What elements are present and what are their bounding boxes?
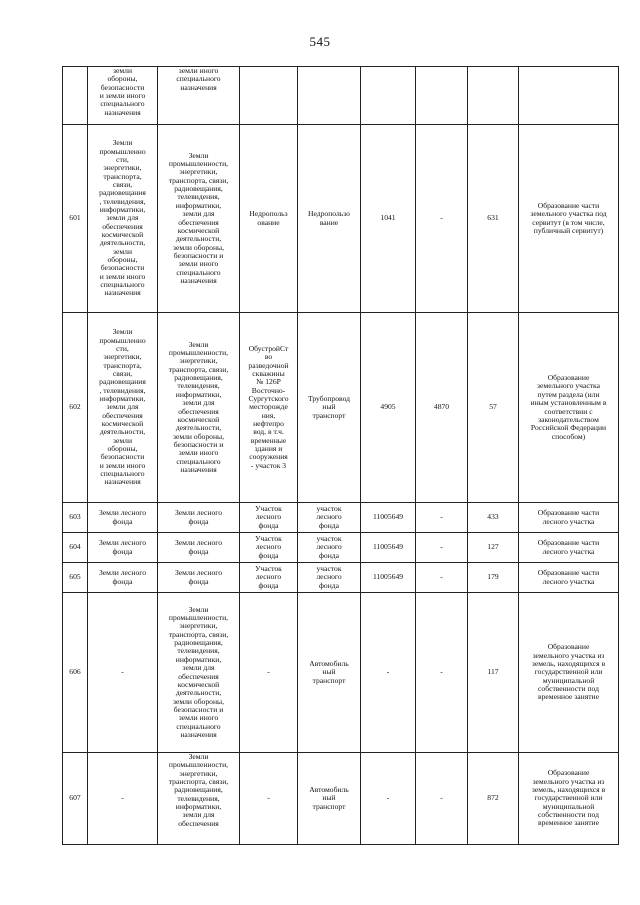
area-2-cell — [416, 67, 468, 125]
formation-method-cell — [519, 313, 619, 503]
permitted-use-new: участок лесного фонда — [316, 503, 342, 530]
land-category-new: Земли промышленности, энергетики, транспорта, связи, радиовещания, телевидения, информатики, земли для обеспечения космической деятельности, земли обороны, безопасности и земли иного специального назначения — [168, 339, 229, 474]
land-category-new-cell — [158, 753, 240, 845]
permitted-use: - — [267, 793, 270, 803]
land-category: земли обороны, безопасности и земли иного специального назначения — [99, 66, 146, 117]
area-cell — [361, 533, 416, 563]
permitted-use-cell — [240, 533, 298, 563]
permitted-use-new-cell — [298, 67, 361, 125]
formation-method: Образование земельного участка из земель, находящихся в государственной или муниципальной собственности под временное занятие — [531, 768, 606, 828]
formation-method-cell — [519, 563, 619, 593]
land-category-new: земли иного специального назначения — [176, 66, 221, 92]
formation-method-cell — [519, 67, 619, 125]
permitted-use-cell — [240, 313, 298, 503]
land-category-new-cell — [158, 593, 240, 753]
formation-method-cell — [519, 503, 619, 533]
permitted-use-cell — [240, 125, 298, 313]
area-cell — [361, 125, 416, 313]
permitted-use-new: Трубопровод ный транспорт — [307, 393, 351, 420]
row-number: 607 — [69, 793, 81, 803]
formation-method-cell — [519, 533, 619, 563]
area-3: 57 — [489, 402, 497, 412]
formation-method: Образование части лесного участка — [537, 568, 600, 586]
row-number: 605 — [69, 572, 81, 582]
table-row — [63, 753, 619, 845]
permitted-use-new: участок лесного фонда — [316, 563, 342, 590]
land-category-cell — [88, 67, 158, 125]
area-2: - — [440, 512, 443, 522]
row-number-cell — [63, 503, 88, 533]
land-category-cell — [88, 563, 158, 593]
area-3-cell — [468, 125, 519, 313]
row-number-cell — [63, 563, 88, 593]
area-2-cell — [416, 503, 468, 533]
permitted-use-new: участок лесного фонда — [316, 533, 342, 560]
area-2-cell — [416, 563, 468, 593]
table-row — [63, 503, 619, 533]
land-category-cell — [88, 503, 158, 533]
permitted-use-new-cell — [298, 563, 361, 593]
formation-method-cell — [519, 593, 619, 753]
row-number-cell — [63, 125, 88, 313]
formation-method: Образование части лесного участка — [537, 508, 600, 526]
land-category-new: Земли промышленности, энергетики, транспорта, связи, радиовещания, телевидения, информатики, земли для обеспечения — [168, 752, 229, 828]
land-category-new: Земли промышленности, энергетики, транспорта, связи, радиовещания, телевидения, информатики, земли для обеспечения космической деятельности, земли обороны, безопасности и земли иного специального назначения — [168, 150, 229, 285]
land-category-cell — [88, 533, 158, 563]
land-category-new: Земли промышленности, энергетики, транспорта, связи, радиовещания, телевидения, информатики, земли для обеспечения космической деятельности, земли обороны, безопасности и земли иного специального назначения — [168, 604, 229, 739]
formation-method-cell — [519, 125, 619, 313]
formation-method-cell — [519, 753, 619, 845]
permitted-use-cell — [240, 593, 298, 753]
area-3-cell — [468, 67, 519, 125]
land-category: Земли промышленно сти, энергетики, транспорта, связи, радиовещания , телевидения, информатики, земли для обеспечения космической деятельности, земли обороны, безопасности и земли иного специального назначения — [99, 138, 146, 298]
area-cell — [361, 503, 416, 533]
permitted-use-cell — [240, 563, 298, 593]
table-row — [63, 563, 619, 593]
permitted-use-new: Автомобиль ный транспорт — [309, 784, 349, 811]
area-3: 127 — [487, 542, 499, 552]
land-category-cell — [88, 593, 158, 753]
area: - — [386, 793, 390, 803]
area-3-cell — [468, 533, 519, 563]
area-3-cell — [468, 503, 519, 533]
area-3: 179 — [487, 572, 499, 582]
permitted-use: Недропольз ование — [249, 209, 288, 227]
row-number-cell — [63, 313, 88, 503]
area-cell — [361, 753, 416, 845]
permitted-use-new-cell — [298, 503, 361, 533]
land-category: Земли лесного фонда — [98, 568, 147, 586]
permitted-use-new-cell — [298, 753, 361, 845]
area-2-cell — [416, 533, 468, 563]
land-category-cell — [88, 125, 158, 313]
permitted-use-new: Недропользо вание — [308, 209, 350, 227]
area-cell — [361, 563, 416, 593]
area-2: 4870 — [433, 402, 450, 412]
permitted-use-new: Автомобиль ный транспорт — [309, 658, 349, 685]
area: 11005649 — [372, 512, 404, 522]
permitted-use: ОбустройСт во разведочной скважины № 126Р Восточно- Сургутского месторожде ния, нефтепро вод, в т.ч. временные здания и сооружения - участок 3 — [248, 343, 289, 470]
land-category-new-cell — [158, 313, 240, 503]
permitted-use-new-cell — [298, 533, 361, 563]
land-category-new: Земли лесного фонда — [174, 568, 223, 586]
table-row — [63, 125, 619, 313]
row-number-cell — [63, 67, 88, 125]
area-3: 433 — [487, 512, 499, 522]
area: 4905 — [380, 402, 396, 412]
permitted-use: Участок лесного фонда — [255, 533, 282, 560]
area-3: 872 — [487, 793, 499, 803]
area-2: - — [440, 542, 443, 552]
area-cell — [361, 313, 416, 503]
formation-method: Образование земельного участка из земель, находящихся в государственной или муниципальной собственности под временное занятие — [531, 642, 606, 702]
land-category: Земли лесного фонда — [98, 538, 147, 556]
row-number-cell — [63, 533, 88, 563]
area-2: - — [440, 667, 443, 677]
area-cell — [361, 67, 416, 125]
permitted-use-cell — [240, 753, 298, 845]
land-category-new-cell — [158, 563, 240, 593]
land-plots-table — [62, 66, 619, 845]
formation-method: Образование части лесного участка — [537, 538, 600, 556]
area: - — [386, 667, 390, 677]
land-category: Земли промышленно сти, энергетики, транспорта, связи, радиовещания , телевидения, информатики, земли для обеспечения космической деятельности, земли обороны, безопасности и земли иного специального назначения — [99, 327, 146, 487]
area-3: 117 — [487, 667, 499, 677]
permitted-use-new-cell — [298, 125, 361, 313]
area-2-cell — [416, 313, 468, 503]
permitted-use: Участок лесного фонда — [255, 503, 282, 530]
land-category-new-cell — [158, 503, 240, 533]
area-3-cell — [468, 753, 519, 845]
area-2: - — [440, 213, 443, 223]
permitted-use-new-cell — [298, 313, 361, 503]
area-2-cell — [416, 753, 468, 845]
row-number: 601 — [69, 213, 81, 223]
land-category: - — [121, 793, 124, 803]
row-number: 603 — [69, 512, 81, 522]
land-category-new-cell — [158, 67, 240, 125]
permitted-use-cell — [240, 503, 298, 533]
area: 1041 — [380, 213, 396, 223]
permitted-use: Участок лесного фонда — [255, 563, 282, 590]
table-row — [63, 67, 619, 125]
permitted-use-new-cell — [298, 593, 361, 753]
land-category: - — [121, 667, 124, 677]
area-2: - — [440, 793, 443, 803]
area-3-cell — [468, 313, 519, 503]
table-row — [63, 593, 619, 753]
land-category-cell — [88, 753, 158, 845]
row-number-cell — [63, 593, 88, 753]
land-category-cell — [88, 313, 158, 503]
land-category-new: Земли лесного фонда — [174, 538, 223, 556]
area-cell — [361, 593, 416, 753]
row-number: 602 — [69, 402, 81, 412]
permitted-use: - — [267, 667, 270, 677]
area-3: 631 — [487, 213, 499, 223]
land-category-new-cell — [158, 125, 240, 313]
area: 11005649 — [372, 572, 404, 582]
formation-method: Образование земельного участка путем раздела (или иным установленным в соответствии с законодательством Российской Федерации способом) — [530, 373, 607, 441]
area-2-cell — [416, 125, 468, 313]
land-category-new-cell — [158, 533, 240, 563]
table-row — [63, 533, 619, 563]
land-category: Земли лесного фонда — [98, 508, 147, 526]
row-number: 604 — [69, 542, 81, 552]
formation-method: Образование части земельного участка под сервитут (в том числе, публичный сервитут) — [530, 200, 607, 235]
land-category-new: Земли лесного фонда — [174, 508, 223, 526]
area-3-cell — [468, 563, 519, 593]
table-row — [63, 313, 619, 503]
page-number: 545 — [309, 34, 331, 49]
area-3-cell — [468, 593, 519, 753]
row-number-cell — [63, 753, 88, 845]
area-2: - — [440, 572, 443, 582]
permitted-use-cell — [240, 67, 298, 125]
area-2-cell — [416, 593, 468, 753]
row-number: 606 — [69, 667, 81, 677]
area: 11005649 — [372, 542, 404, 552]
